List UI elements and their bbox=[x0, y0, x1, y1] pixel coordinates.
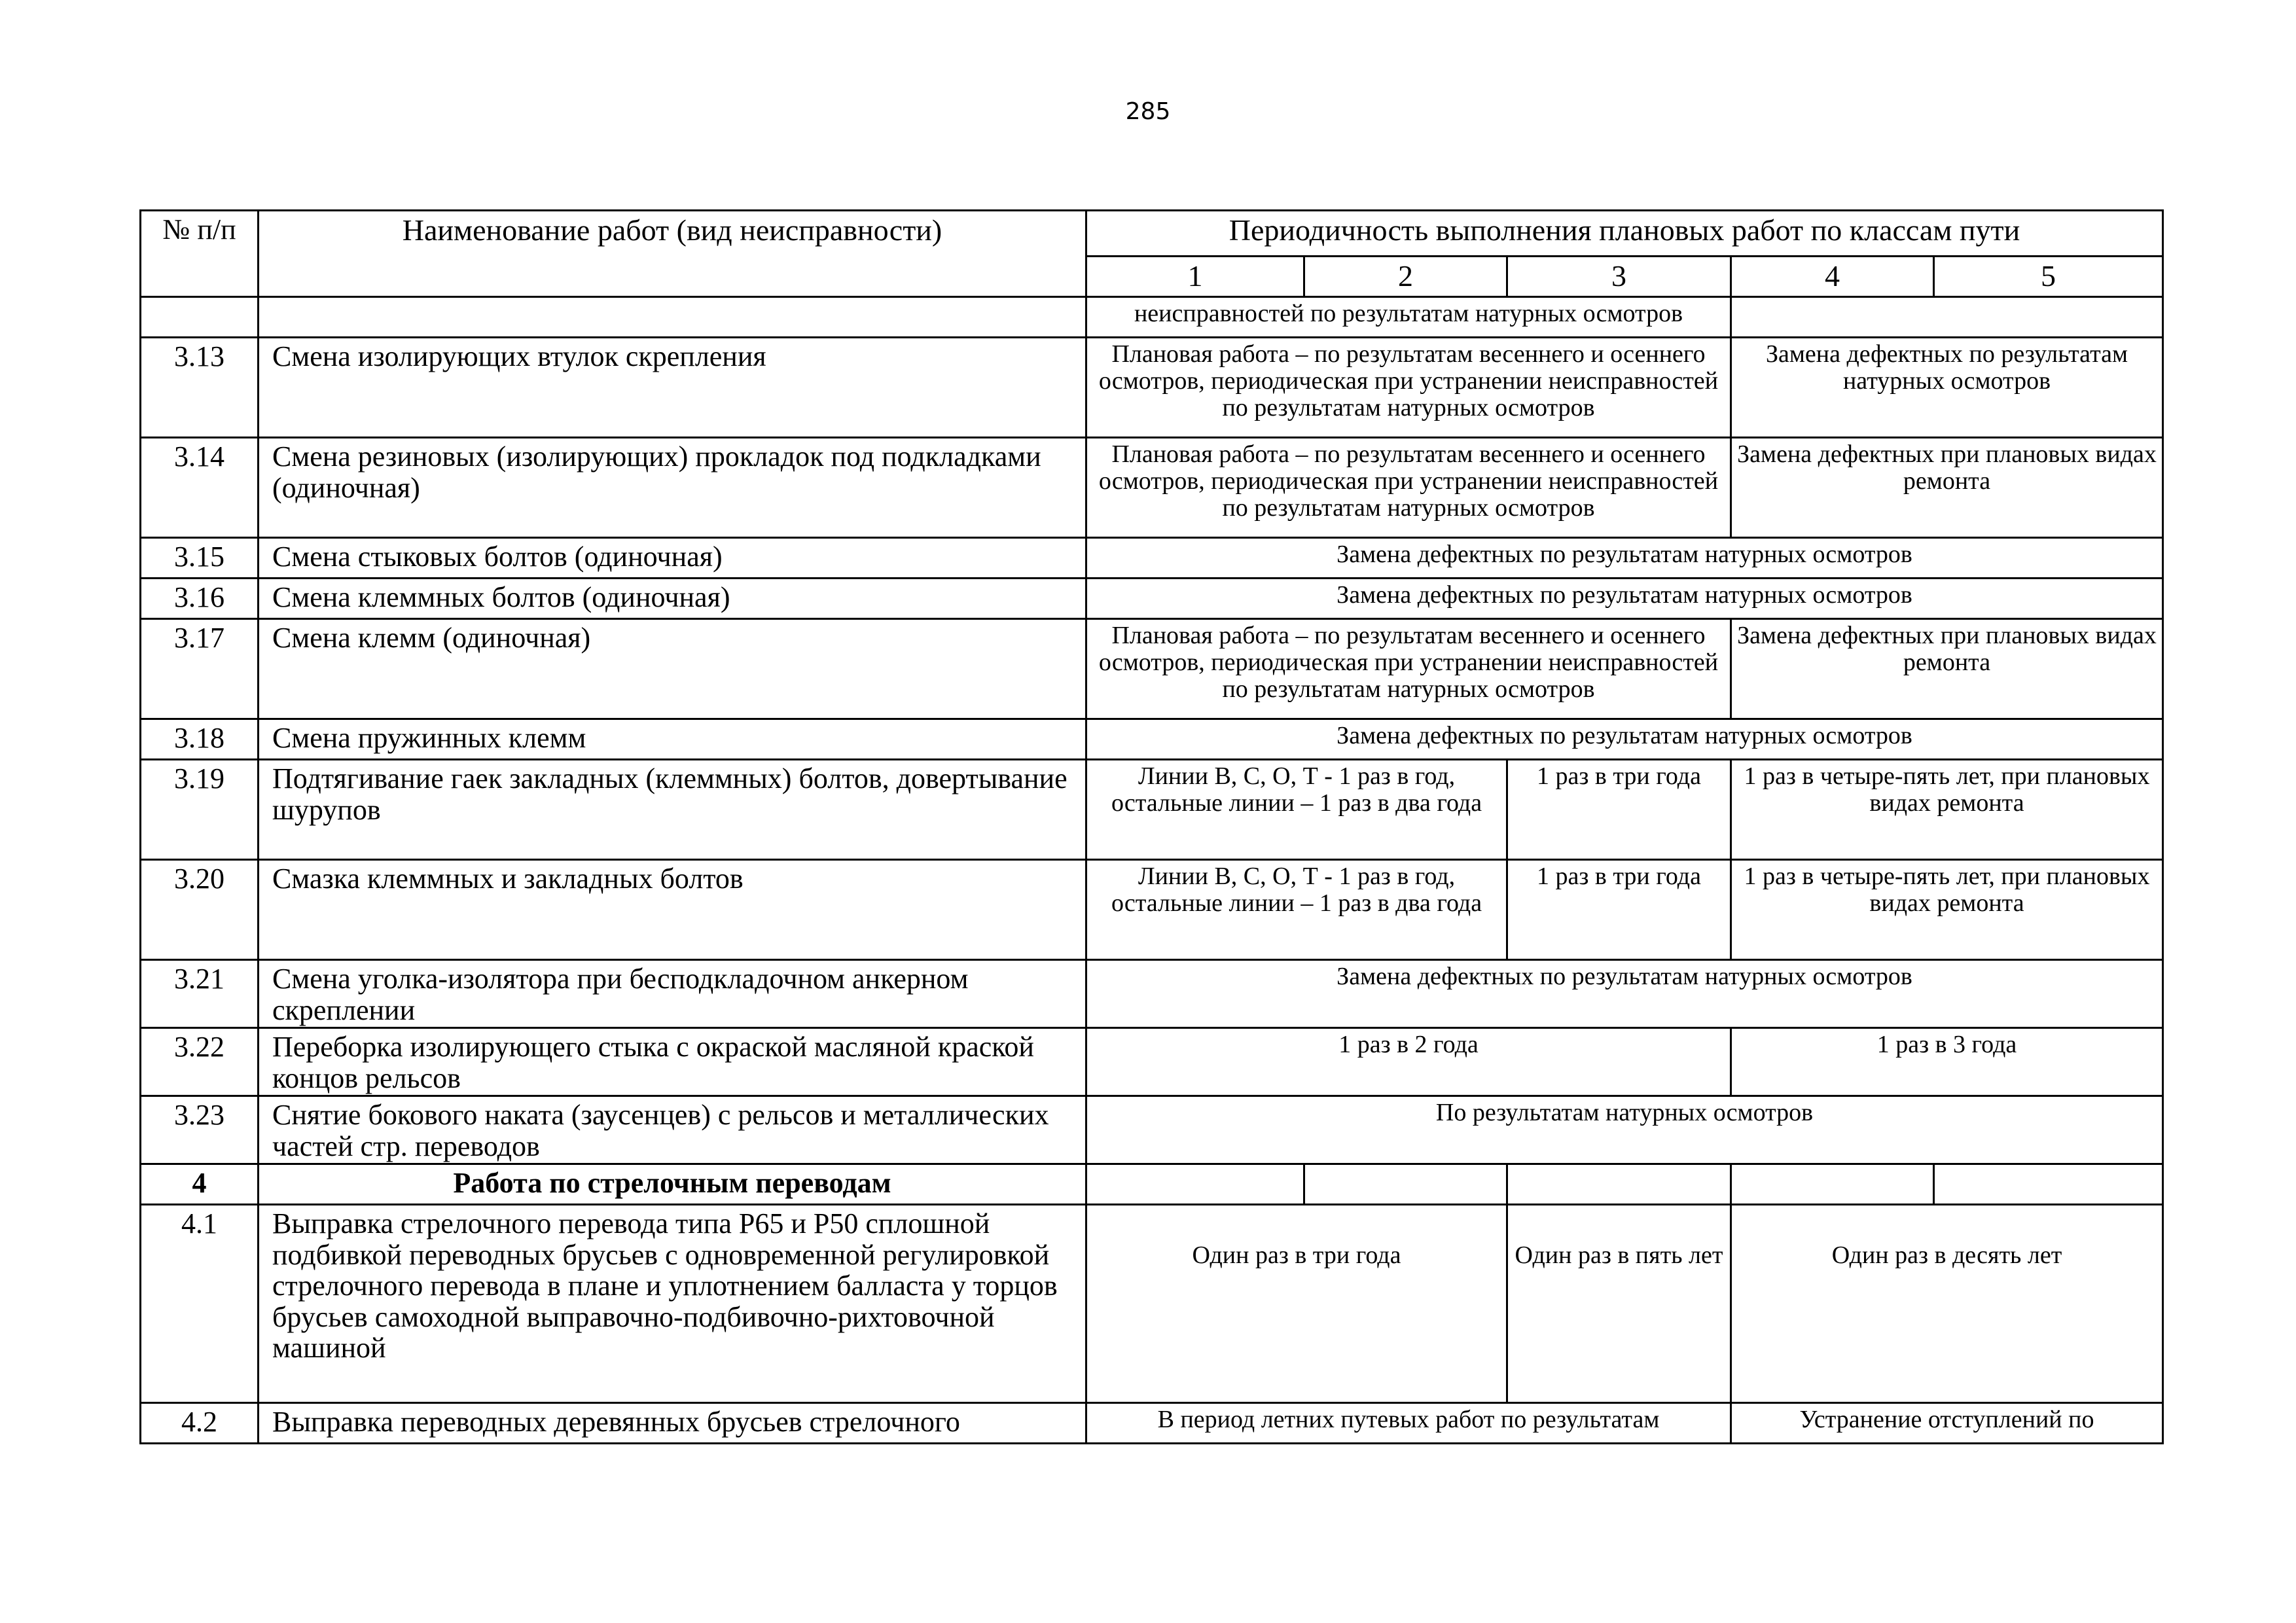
row-c3: 1 раз в три года bbox=[1507, 760, 1731, 860]
row-name: Смена клемм (одиночная) bbox=[259, 619, 1086, 719]
row-c123: 1 раз в 2 года bbox=[1086, 1028, 1731, 1096]
works-table bbox=[139, 209, 2164, 1444]
row-all: По результатам натурных осмотров bbox=[1086, 1096, 2163, 1164]
header-name: Наименование работ (вид неисправности) bbox=[259, 211, 1086, 297]
table-row bbox=[141, 760, 2163, 860]
row-c12: Один раз в три года bbox=[1086, 1205, 1507, 1403]
table-row bbox=[141, 297, 2163, 338]
header-row bbox=[141, 211, 2163, 257]
row-c45: Замена дефектных при плановых видах ремонта bbox=[1731, 438, 2163, 538]
row-num: 3.19 bbox=[141, 760, 259, 860]
section-title: Работа по стрелочным переводам bbox=[259, 1164, 1086, 1205]
row-num: 3.22 bbox=[141, 1028, 259, 1096]
table-row bbox=[141, 1403, 2163, 1444]
row-c3: Один раз в пять лет bbox=[1507, 1205, 1731, 1403]
table-row bbox=[141, 1028, 2163, 1096]
row-num: 4.1 bbox=[141, 1205, 259, 1403]
row-c123: В период летних путевых работ по результатам bbox=[1086, 1403, 1731, 1444]
table-row bbox=[141, 860, 2163, 960]
row-all: Замена дефектных по результатам натурных осмотров bbox=[1086, 960, 2163, 1028]
row-c123: Плановая работа – по результатам весеннего и осеннего осмотров, периодическая при устранении неисправностей по результатам натурных осмотров bbox=[1086, 438, 1731, 538]
row-c45: Замена дефектных при плановых видах ремонта bbox=[1731, 619, 2163, 719]
table-row bbox=[141, 719, 2163, 760]
row-name: Переборка изолирующего стыка с окраской масляной краской концов рельсов bbox=[259, 1028, 1086, 1096]
table-row bbox=[141, 579, 2163, 619]
row-name: Смена резиновых (изолирующих) прокладок под подкладками (одиночная) bbox=[259, 438, 1086, 538]
row-c45: Один раз в десять лет bbox=[1731, 1205, 2163, 1403]
row-num: 3.21 bbox=[141, 960, 259, 1028]
table-row bbox=[141, 1096, 2163, 1164]
section-class-4 bbox=[1731, 1164, 1934, 1205]
table-row bbox=[141, 960, 2163, 1028]
row-name: Снятие бокового наката (заусенцев) с рельсов и металлических частей стр. переводов bbox=[259, 1096, 1086, 1164]
row-c12: Линии В, С, О, Т - 1 раз в год, остальные линии – 1 раз в два года bbox=[1086, 860, 1507, 960]
row-name: Выправка стрелочного перевода типа Р65 и Р50 сплошной подбивкой переводных брусьев с одновременной регулировкой стрелочного перевода в плане и уплотнением балласта у торцов брусьев самоходной выправочно-подбивочно-рихтовочной машиной bbox=[259, 1205, 1086, 1403]
row-name: Смена стыковых болтов (одиночная) bbox=[259, 538, 1086, 579]
row-num: 3.16 bbox=[141, 579, 259, 619]
row-c123: неисправностей по результатам натурных осмотров bbox=[1086, 297, 1731, 338]
row-c45: Замена дефектных по результатам натурных осмотров bbox=[1731, 338, 2163, 438]
row-num: 3.18 bbox=[141, 719, 259, 760]
row-c12: Линии В, С, О, Т - 1 раз в год, остальные линии – 1 раз в два года bbox=[1086, 760, 1507, 860]
row-num bbox=[141, 297, 259, 338]
row-all: Замена дефектных по результатам натурных осмотров bbox=[1086, 719, 2163, 760]
header-num: № п/п bbox=[141, 211, 259, 297]
header-class-3: 3 bbox=[1507, 257, 1731, 297]
row-num: 3.17 bbox=[141, 619, 259, 719]
header-class-1: 1 bbox=[1086, 257, 1304, 297]
row-num: 3.14 bbox=[141, 438, 259, 538]
row-c45 bbox=[1731, 297, 2163, 338]
row-all: Замена дефектных по результатам натурных осмотров bbox=[1086, 538, 2163, 579]
row-c45: 1 раз в четыре-пять лет, при плановых видах ремонта bbox=[1731, 860, 2163, 960]
row-c123: Плановая работа – по результатам весеннего и осеннего осмотров, периодическая при устранении неисправностей по результатам натурных осмотров bbox=[1086, 338, 1731, 438]
header-class-5: 5 bbox=[1934, 257, 2163, 297]
section-class-2 bbox=[1304, 1164, 1507, 1205]
table-row bbox=[141, 538, 2163, 579]
row-name: Смена изолирующих втулок скрепления bbox=[259, 338, 1086, 438]
section-class-1 bbox=[1086, 1164, 1304, 1205]
header-class-4: 4 bbox=[1731, 257, 1934, 297]
section-class-3 bbox=[1507, 1164, 1731, 1205]
row-num: 3.13 bbox=[141, 338, 259, 438]
row-num: 3.15 bbox=[141, 538, 259, 579]
table-row bbox=[141, 438, 2163, 538]
page-number: 285 bbox=[1125, 98, 1171, 125]
row-name: Подтягивание гаек закладных (клеммных) болтов, довертывание шурупов bbox=[259, 760, 1086, 860]
row-c3: 1 раз в три года bbox=[1507, 860, 1731, 960]
table-row bbox=[141, 619, 2163, 719]
table-row bbox=[141, 338, 2163, 438]
row-name: Смена клеммных болтов (одиночная) bbox=[259, 579, 1086, 619]
row-c45: 1 раз в 3 года bbox=[1731, 1028, 2163, 1096]
row-name: Смена уголка-изолятора при бесподкладочном анкерном скреплении bbox=[259, 960, 1086, 1028]
row-num: 3.20 bbox=[141, 860, 259, 960]
row-name: Выправка переводных деревянных брусьев стрелочного bbox=[259, 1403, 1086, 1444]
header-class-2: 2 bbox=[1304, 257, 1507, 297]
section-class-5 bbox=[1934, 1164, 2163, 1205]
row-name: Смазка клеммных и закладных болтов bbox=[259, 860, 1086, 960]
row-num: 4.2 bbox=[141, 1403, 259, 1444]
section-row bbox=[141, 1164, 2163, 1205]
row-name: Смена пружинных клемм bbox=[259, 719, 1086, 760]
row-name bbox=[259, 297, 1086, 338]
section-num: 4 bbox=[141, 1164, 259, 1205]
header-periodicity: Периодичность выполнения плановых работ по классам пути bbox=[1086, 211, 2163, 257]
row-c45: Устранение отступлений по bbox=[1731, 1403, 2163, 1444]
row-c123: Плановая работа – по результатам весеннего и осеннего осмотров, периодическая при устранении неисправностей по результатам натурных осмотров bbox=[1086, 619, 1731, 719]
row-c45: 1 раз в четыре-пять лет, при плановых видах ремонта bbox=[1731, 760, 2163, 860]
row-all: Замена дефектных по результатам натурных осмотров bbox=[1086, 579, 2163, 619]
table-row bbox=[141, 1205, 2163, 1403]
row-num: 3.23 bbox=[141, 1096, 259, 1164]
